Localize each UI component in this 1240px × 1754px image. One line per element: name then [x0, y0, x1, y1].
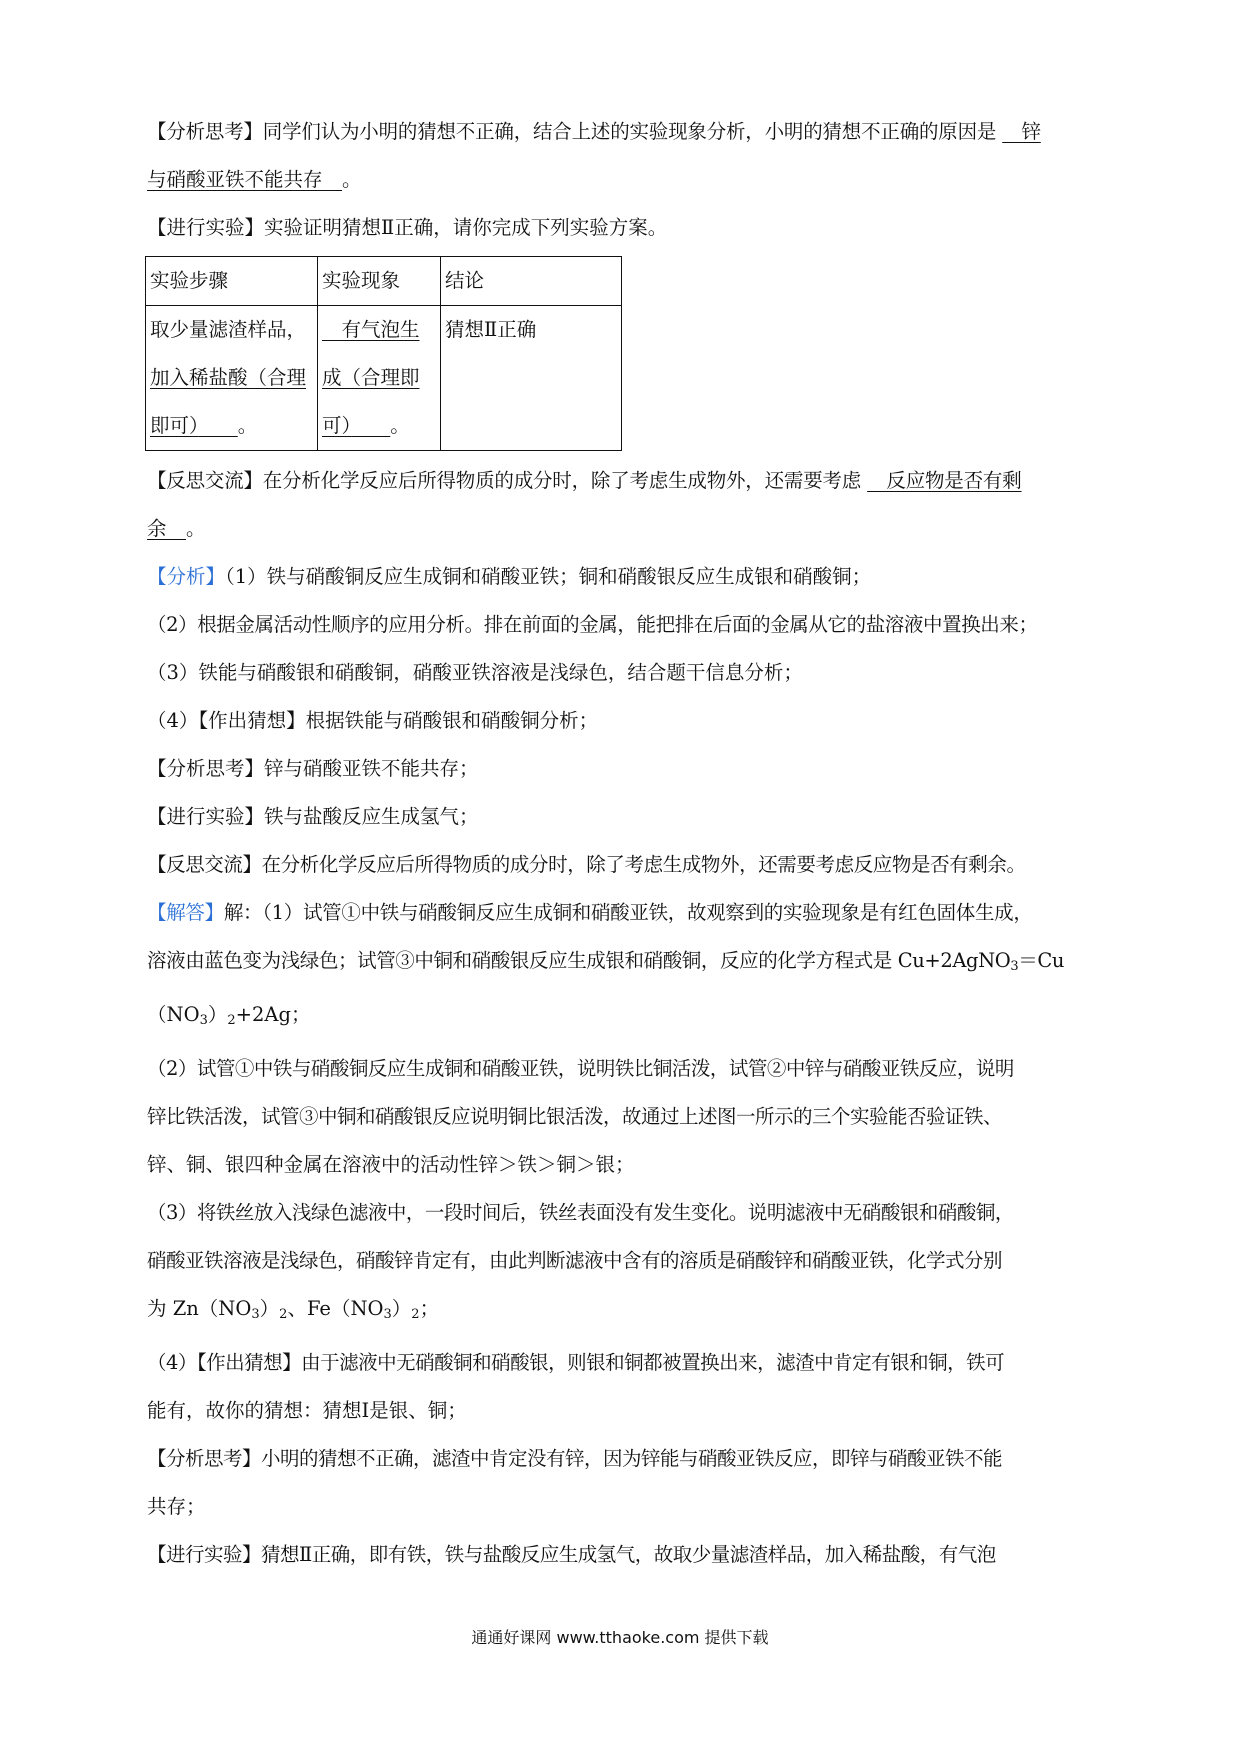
subscript: 2 [279, 1307, 288, 1322]
subscript: 2 [411, 1307, 420, 1322]
table-header-step: 实验步骤 [146, 257, 318, 306]
formula-part: 为 Zn（NO [147, 1297, 252, 1320]
solution-s1-c [147, 991, 1133, 1045]
experiment-intro: 【进行实验】实验证明猜想Ⅱ正确，请你完成下列实验方案。 [147, 216, 668, 239]
solution-s5-a: 【分析思考】小明的猜想不正确，滤渣中肯定没有锌，因为锌能与硝酸亚铁反应，即锌与硝酸亚铁不能 [147, 1447, 1003, 1470]
experiment-table [145, 256, 622, 451]
reflection-answer-b: 余 [147, 517, 187, 540]
table-header-phenomenon: 实验现象 [318, 257, 441, 306]
subscript: 3 [383, 1307, 392, 1322]
table-row [146, 306, 622, 451]
solution-s2-c: 锌、铜、银四种金属在溶液中的活动性锌＞铁＞铜＞银； [147, 1153, 635, 1176]
step-line-3: 即可） [150, 414, 199, 437]
table-cell-step [146, 306, 318, 451]
solution-s3-b: 硝酸亚铁溶液是浅绿色，硝酸锌肯定有，由此判断滤液中含有的溶质是硝酸锌和硝酸亚铁，化学式分别 [147, 1249, 1003, 1272]
analysis-think-lead: 【分析思考】同学们认为小明的猜想不正确，结合上述的实验现象分析，小明的猜想不正确的原因是 [147, 120, 997, 143]
phenomenon-line-3: 可） [322, 414, 352, 437]
analysis-think-answer-b: 与硝酸亚铁不能共存 [147, 168, 343, 191]
analysis-p5: 【分析思考】锌与硝酸亚铁不能共存； [147, 757, 479, 780]
formula-part: +2Ag； [235, 1003, 311, 1026]
solution-s1-b [147, 937, 1133, 991]
solution-s1-a [147, 889, 1133, 937]
page-footer: 通通好课网 www.tthaoke.com 提供下载 [471, 1628, 769, 1647]
formula-part: （NO [147, 1003, 200, 1026]
analysis-think-question [147, 108, 1133, 156]
table-cell-conclusion: 猜想Ⅱ正确 [441, 306, 622, 451]
formula-part: ） [391, 1297, 412, 1320]
solution-s3-a: （3）将铁丝放入浅绿色滤液中，一段时间后，铁丝表面没有发生变化。说明滤液中无硝酸银和硝酸铜， [147, 1201, 1014, 1224]
reflection-answer-a: 反应物是否有剩 [867, 469, 1022, 492]
step-line-1: 取少量滤渣样品， [150, 318, 307, 341]
subscript: 2 [227, 1013, 236, 1028]
analysis-p6: 【进行实验】铁与盐酸反应生成氢气； [147, 805, 479, 828]
table-cell-phenomenon [318, 306, 441, 451]
analysis-p7: 【反思交流】在分析化学反应后所得物质的成分时，除了考虑生成物外，还需要考虑反应物是否有剩余。 [147, 853, 1026, 876]
formula-part: ） [259, 1297, 280, 1320]
solution-s3-c [147, 1285, 1133, 1339]
step-tail: 。 [237, 414, 258, 437]
analysis-p2: （2）根据金属活动性顺序的应用分析。排在前面的金属，能把排在后面的金属从它的盐溶液中置换出来； [147, 613, 1038, 636]
step-line-2: 加入稀盐酸（合理 [150, 366, 307, 389]
solution-s1-b-text: 溶液由蓝色变为浅绿色；试管③中铜和硝酸银反应生成银和硝酸铜，反应的化学方程式是 Cu+2AgNO [147, 949, 1011, 972]
subscript: 3 [251, 1307, 260, 1322]
solution-label: 【解答】 [147, 901, 224, 924]
solution-s1-b-end: ＝Cu [1018, 949, 1064, 972]
phenomenon-tail: 。 [390, 414, 410, 437]
analysis-think-answer-a: 锌 [1002, 120, 1041, 143]
subscript: 3 [1010, 959, 1019, 974]
reflection-question [147, 457, 1133, 505]
solution-s6-a: 【进行实验】猜想Ⅱ正确，即有铁，铁与盐酸反应生成氢气，故取少量滤渣样品，加入稀盐酸，有气泡 [147, 1543, 996, 1566]
formula-part: ； [419, 1297, 440, 1320]
analysis-think-tail: 。 [342, 168, 362, 191]
table-header-row [146, 257, 622, 306]
solution-s2-b: 锌比铁活泼，试管③中铜和硝酸银反应说明铜比银活泼，故通过上述图一所示的三个实验能否验证铁、 [147, 1105, 1003, 1128]
phenomenon-line-2: 成（合理即 [322, 366, 420, 389]
formula-part: 、Fe（NO [287, 1297, 384, 1320]
solution-s1-a-text: 解：（1）试管①中铁与硝酸铜反应生成铜和硝酸亚铁，故观察到的实验现象是有红色固体生成， [223, 901, 1033, 924]
subscript: 3 [199, 1013, 208, 1028]
reflection-lead: 【反思交流】在分析化学反应后所得物质的成分时，除了考虑生成物外，还需要考虑 [147, 469, 862, 492]
analysis-p4: （4）【作出猜想】根据铁能与硝酸银和硝酸铜分析； [147, 709, 599, 732]
reflection-tail: 。 [186, 517, 206, 540]
table-header-conclusion: 结论 [441, 257, 622, 306]
analysis-label: 【分析】 [147, 565, 226, 588]
analysis-p1 [147, 553, 1133, 601]
analysis-think-question-cont [147, 156, 1133, 204]
reflection-question-cont [147, 505, 1133, 553]
analysis-p1-text: （1）铁与硝酸铜反应生成铜和硝酸亚铁；铜和硝酸银反应生成银和硝酸铜； [225, 565, 872, 588]
solution-s4-a: （4）【作出猜想】由于滤液中无硝酸铜和硝酸银，则银和铜都被置换出来，滤渣中肯定有银和铜，铁可 [147, 1351, 1005, 1374]
solution-s5-b: 共存； [147, 1495, 206, 1518]
formula-part: ） [207, 1003, 228, 1026]
analysis-p3: （3）铁能与硝酸银和硝酸铜，硝酸亚铁溶液是浅绿色，结合题干信息分析； [147, 661, 803, 684]
solution-s4-b: 能有，故你的猜想：猜想Ⅰ是银、铜； [147, 1399, 467, 1422]
phenomenon-line-1: 有气泡生 [322, 318, 420, 341]
solution-s2-a: （2）试管①中铁与硝酸铜反应生成铜和硝酸亚铁，说明铁比铜活泼，试管②中锌与硝酸亚铁反应，说明 [147, 1057, 1014, 1080]
document-page [147, 108, 1133, 1579]
